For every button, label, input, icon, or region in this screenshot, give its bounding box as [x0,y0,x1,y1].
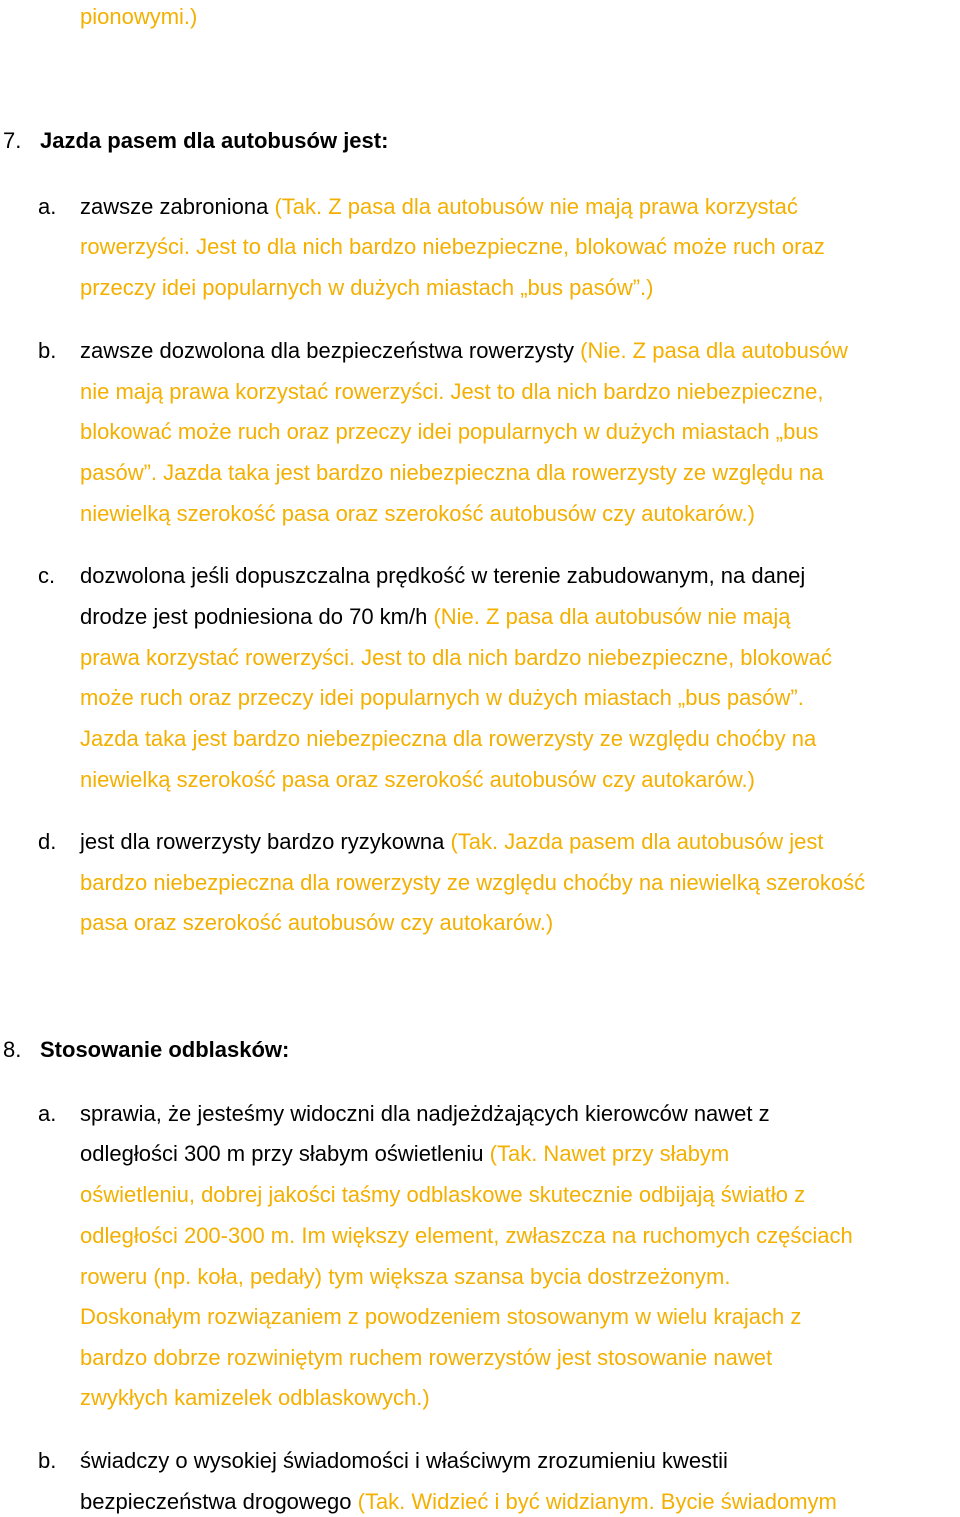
answer-explanation: (Tak. Nawet przy słabym [489,1141,730,1166]
option-text-line [80,868,865,898]
option-text: zawsze dozwolona dla bezpieczeństwa rowerzysty [80,338,581,363]
answer-explanation: bardzo niebezpieczna dla rowerzysty ze względu choćby na niewielką szerokość [80,870,866,895]
question-heading [0,126,388,156]
intro-tail: pionowymi.) [80,4,198,29]
option-text: dozwolona jeśli dopuszczalna prędkość w terenie zabudowanym, na danej [80,563,806,588]
option-text-line [80,1221,853,1251]
answer-explanation: przeczy idei popularnych w dużych miastach „bus pasów”.) [80,275,654,300]
option-text-line [80,1487,837,1517]
option-text-line [80,827,823,857]
option-text-line [80,458,824,488]
option-text-line [80,499,755,529]
option-text: jest dla rowerzysty bardzo ryzykowna [80,829,451,854]
option-text: świadczy o wysokiej świadomości i właściwym zrozumieniu kwestii [80,1448,728,1473]
option-text-line [80,1446,728,1476]
option-text-line [80,683,804,713]
answer-explanation: pasa oraz szerokość autobusów czy autokarów.) [80,910,554,935]
option-text: bezpieczeństwa drogowego [80,1489,358,1514]
answer-explanation: roweru (np. koła, pedały) tym większa szansa bycia dostrzeżonym. [80,1264,731,1289]
option-text: odległości 300 m przy słabym oświetleniu [80,1141,490,1166]
option-text-line [80,1180,805,1210]
option-text-line [80,377,823,407]
answer-explanation: (Nie. Z pasa dla autobusów nie mają [433,604,791,629]
answer-explanation: (Nie. Z pasa dla autobusów [580,338,848,363]
answer-explanation: oświetleniu, dobrej jakości taśmy odblaskowe skutecznie odbijają światło z [80,1182,806,1207]
answer-explanation: (Tak. Z pasa dla autobusów nie mają prawa korzystać [274,194,798,219]
question-heading [0,1035,289,1065]
option-text-line [80,765,755,795]
option-text-line [80,336,848,366]
option-label: b. [38,338,57,363]
option-label: b. [38,1448,57,1473]
answer-explanation: prawa korzystać rowerzyści. Jest to dla nich bardzo niebezpieczne, blokować [80,645,833,670]
option-text-line [80,1302,801,1332]
option-text-line [80,273,653,303]
answer-explanation: odległości 200-300 m. Im większy element, zwłaszcza na ruchomych częściach [80,1223,853,1248]
option-text-line [80,1343,772,1373]
option-text-line [80,1099,770,1129]
answer-explanation: niewielką szerokość pasa oraz szerokość autobusów czy autokarów.) [80,501,755,526]
answer-explanation: zwykłych kamizelek odblaskowych.) [80,1385,430,1410]
answer-explanation: blokować może ruch oraz przeczy idei popularnych w dużych miastach „bus [80,419,819,444]
answer-explanation: pasów”. Jazda taka jest bardzo niebezpieczna dla rowerzysty ze względu na [80,460,824,485]
option-text: drodze jest podniesiona do 70 km/h [80,604,434,629]
question-number: 7. [3,128,22,153]
answer-explanation: (Tak. Widzieć i być widzianym. Bycie świadomym [357,1489,837,1514]
answer-explanation: Jazda taka jest bardzo niebezpieczna dla rowerzysty ze względu choćby na [80,726,817,751]
question-number: 8. [3,1037,22,1062]
question-title: Jazda pasem dla autobusów jest: [40,128,389,153]
option-text-line [80,1383,430,1413]
option-text-line [80,908,553,938]
option-text-line [80,561,805,591]
answer-explanation: rowerzyści. Jest to dla nich bardzo niebezpieczne, blokować może ruch oraz [80,234,825,259]
option-text-line [80,724,816,754]
option-text-line [80,1262,730,1292]
option-text-line [80,602,791,632]
option-label: a. [38,194,57,219]
answer-explanation: może ruch oraz przeczy idei popularnych w dużych miastach „bus pasów”. [80,685,804,710]
option-text-line [80,643,832,673]
option-text-line [80,192,798,222]
option-text-line [80,1139,729,1169]
question-title: Stosowanie odblasków: [40,1037,290,1062]
option-label: c. [38,563,56,588]
answer-explanation: bardzo dobrze rozwiniętym ruchem rowerzystów jest stosowanie nawet [80,1345,773,1370]
option-text-line [80,232,825,262]
answer-explanation: nie mają prawa korzystać rowerzyści. Jest to dla nich bardzo niebezpieczne, [80,379,824,404]
option-text: sprawia, że jesteśmy widoczni dla nadjeżdżających kierowców nawet z [80,1101,770,1126]
option-text: zawsze zabroniona [80,194,275,219]
answer-explanation: Doskonałym rozwiązaniem z powodzeniem stosowanym w wielu krajach z [80,1304,802,1329]
option-label: d. [38,829,57,854]
option-label: a. [38,1101,57,1126]
option-text-line [80,417,819,447]
answer-explanation: (Tak. Jazda pasem dla autobusów jest [450,829,824,854]
answer-explanation: niewielką szerokość pasa oraz szerokość autobusów czy autokarów.) [80,767,755,792]
